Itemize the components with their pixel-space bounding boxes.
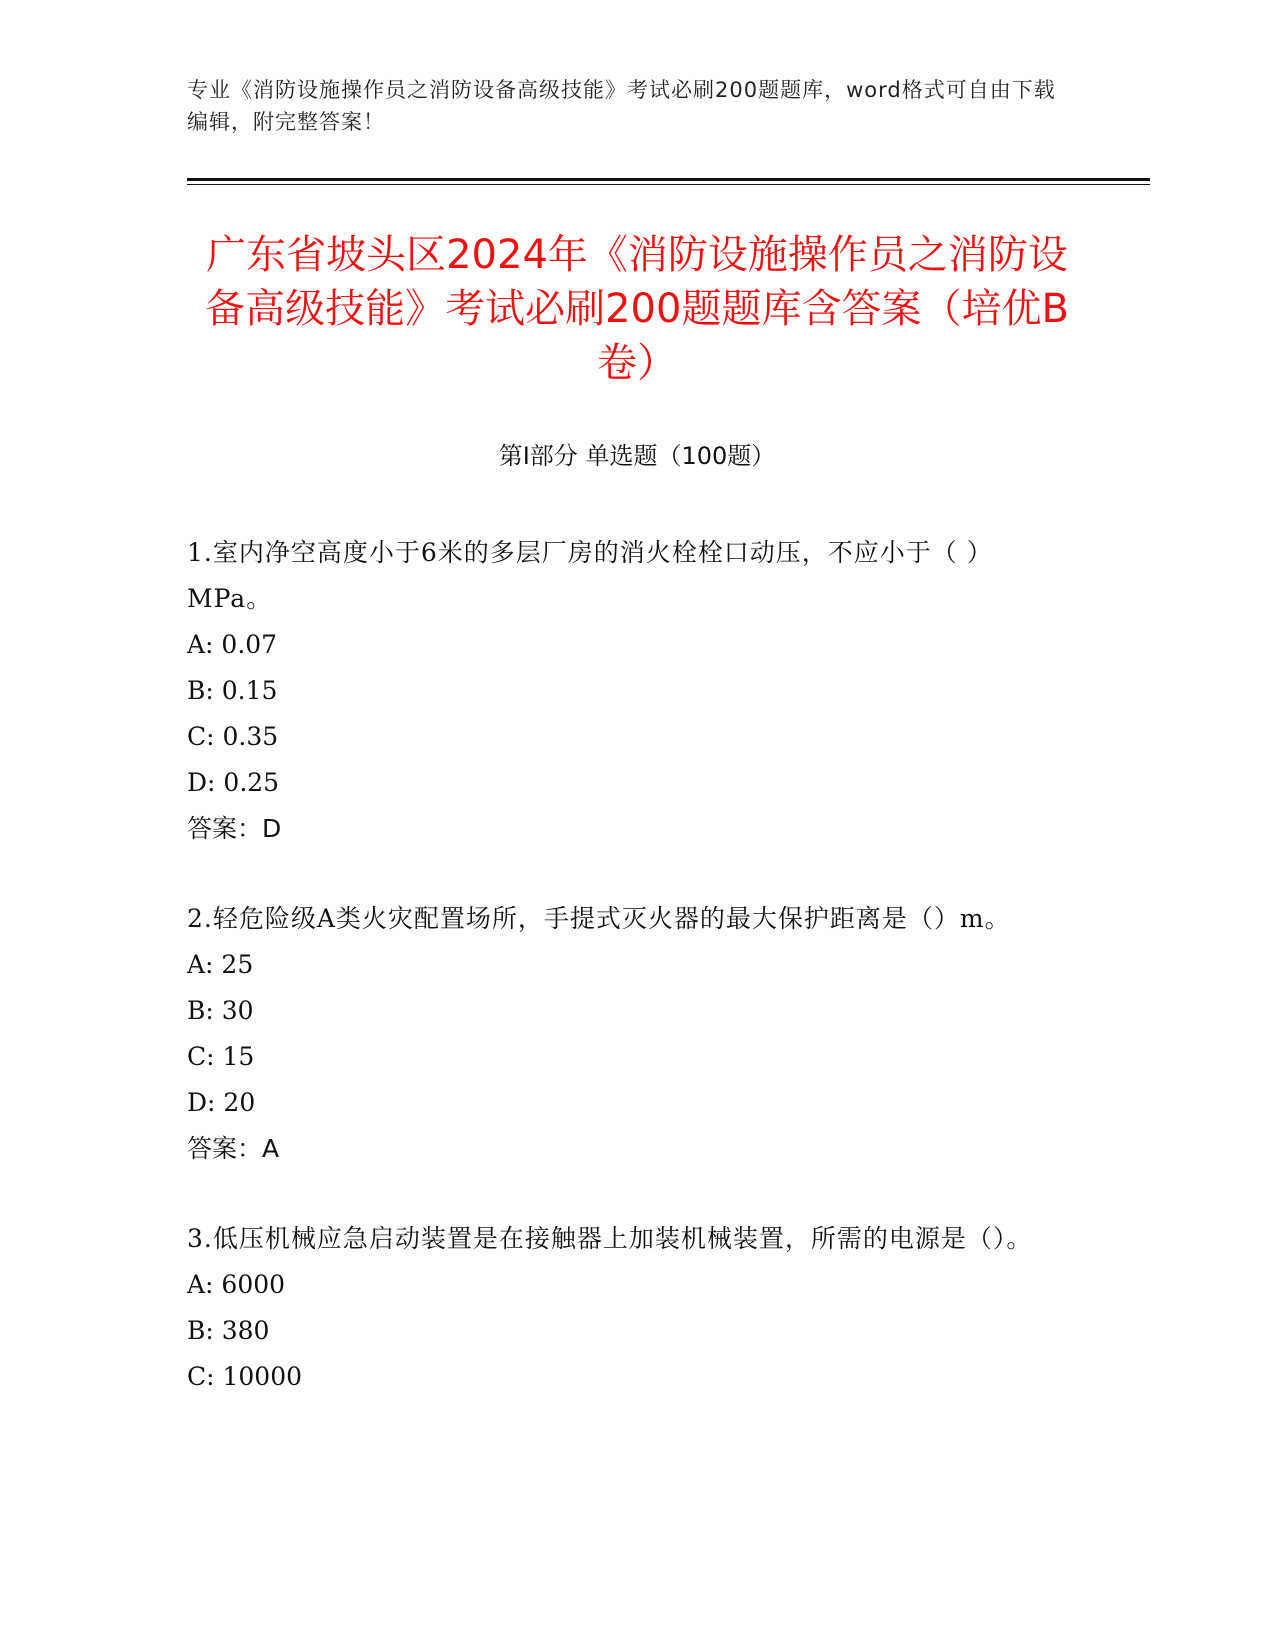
option-b: B: 380 <box>187 1316 270 1345</box>
question-3 <box>187 1216 1067 1400</box>
option-a: A: 0.07 <box>187 630 278 659</box>
question-stem: 1.室内净空高度小于6米的多层厂房的消火栓栓口动压，不应小于（ ）MPa。 <box>187 538 993 613</box>
header-divider-thin <box>187 184 1150 185</box>
document-title: 广东省坡头区2024年《消防设施操作员之消防设备高级技能》考试必刷200题题库含答案（培优B卷） <box>205 232 1069 386</box>
question-2 <box>187 896 1067 1172</box>
option-c: C: 0.35 <box>187 722 279 751</box>
option-d: D: 20 <box>187 1088 256 1117</box>
option-a: A: 25 <box>187 950 254 979</box>
option-d: D: 0.25 <box>187 768 280 797</box>
question-stem: 2.轻危险级A类火灾配置场所，手提式灭火器的最大保护距离是（）m。 <box>187 904 1011 933</box>
question-list <box>187 530 1067 1444</box>
header-note: 专业《消防设施操作员之消防设备高级技能》考试必刷200题题库，word格式可自由下载编辑，附完整答案！ <box>187 78 1056 134</box>
answer-label: 答案：D <box>187 814 282 843</box>
section-title: 第I部分 单选题（100题） <box>498 442 776 470</box>
option-c: C: 10000 <box>187 1362 303 1391</box>
option-b: B: 30 <box>187 996 254 1025</box>
option-a: A: 6000 <box>187 1270 286 1299</box>
option-c: C: 15 <box>187 1042 255 1071</box>
question-1 <box>187 530 1067 852</box>
header-divider-thick <box>187 178 1150 181</box>
option-b: B: 0.15 <box>187 676 278 705</box>
answer-label: 答案：A <box>187 1134 280 1163</box>
question-stem: 3.低压机械应急启动装置是在接触器上加装机械装置，所需的电源是（）。 <box>187 1224 1033 1253</box>
